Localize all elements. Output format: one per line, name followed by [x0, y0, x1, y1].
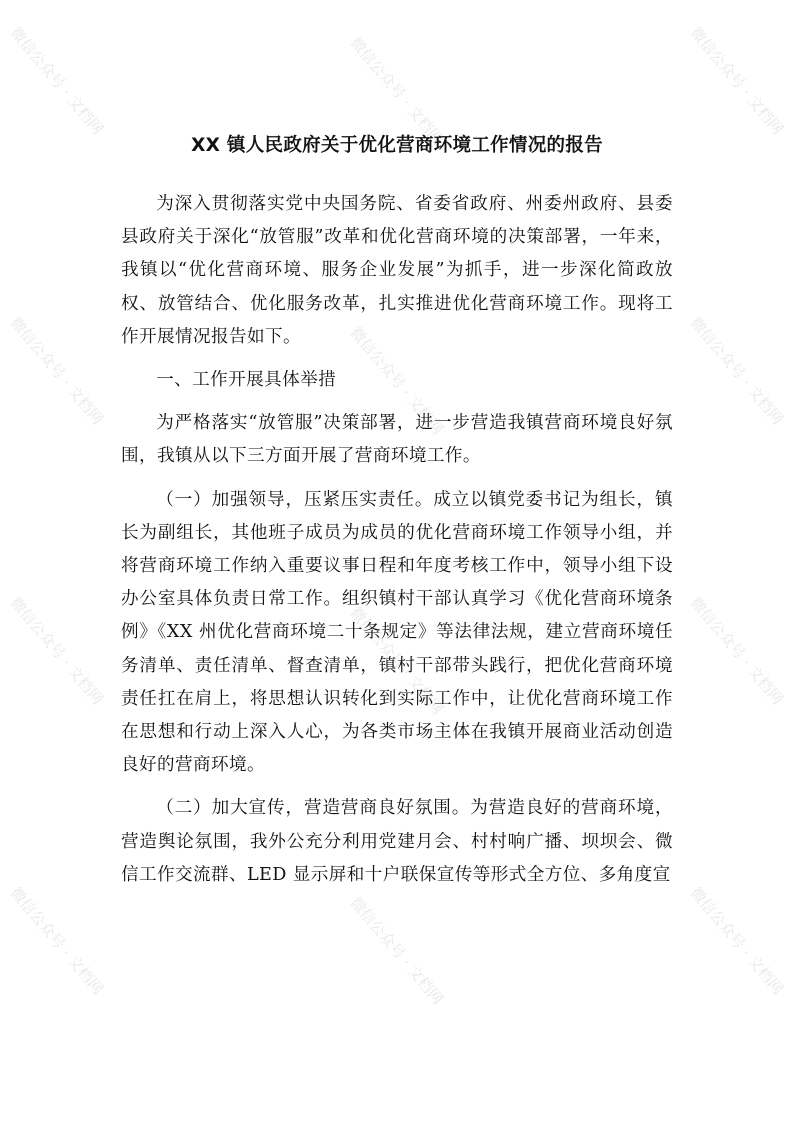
watermark-text: 微信公众号 · 文档网 [346, 603, 447, 719]
watermark-text: 微信公众号 · 文档网 [686, 23, 787, 139]
watermark-text: 微信公众号 · 文档网 [6, 883, 107, 999]
intro-paragraph: 为深入贯彻落实党中央国务院、省委省政府、州委州政府、县委县政府关于深化“放管服”改革和优化营商环境的决策部署，一年来，我镇以“优化营商环境、服务企业发展”为抓手，进一步深化简政放权、放管结合、优化服务改革，扎实推进优化营商环境工作。现将工作开展情况报告如下。 [121, 194, 673, 347]
section-heading: 一、工作开展具体举措 [156, 370, 337, 391]
watermark-text: 微信公众号 · 文档网 [6, 23, 107, 139]
body-paragraph: （一）加强领导，压紧压实责任。成立以镇党委书记为组长，镇长为副组长，其他班子成员为成员的优化营商环境工作领导小组，并将营商环境工作纳入重要议事日程和年度考核工作中，领导小组下设办公室具体负责日常工作。组织镇村干部认真学习《优化营商环境条例》《XX 州优化营商环境二十条规定》等法律法规，建立营商环境任务清单、责任清单、督查清单，镇村干部带头践行，把优化营商环境责任扛在肩上，将思想认识转化到实际工作中，让优化营商环境工作在思想和行动上深入人心，为各类市场主体在我镇开展商业活动创造良好的营商环境。 [121, 489, 673, 776]
watermark-text: 微信公众号 · 文档网 [686, 313, 787, 429]
watermark-text: 微信公众号 · 文档网 [346, 893, 447, 1009]
watermark-text: 微信公众号 · 文档网 [346, 323, 447, 439]
document-body [121, 128, 673, 892]
body-paragraph: （二）加大宣传，营造营商良好氛围。为营造良好的营商环境，营造舆论氛围，我外公充分利用党建月会、村村响广播、坝坝会、微信工作交流群、LED 显示屏和十户联保宣传等形式全方位、多角度宣 [121, 798, 673, 885]
watermark-text: 微信公众号 · 文档网 [686, 593, 787, 709]
watermark-text: 微信公众号 · 文档网 [6, 313, 107, 429]
watermark-text: 微信公众号 · 文档网 [6, 593, 107, 709]
document-title: XX 镇人民政府关于优化营商环境工作情况的报告 [191, 135, 603, 156]
watermark-text: 微信公众号 · 文档网 [686, 883, 787, 999]
body-paragraph: 为严格落实“放管服”决策部署，进一步营造我镇营商环境良好氛围，我镇从以下三方面开展了营商环境工作。 [121, 413, 673, 467]
watermark-text: 微信公众号 · 文档网 [346, 33, 447, 149]
